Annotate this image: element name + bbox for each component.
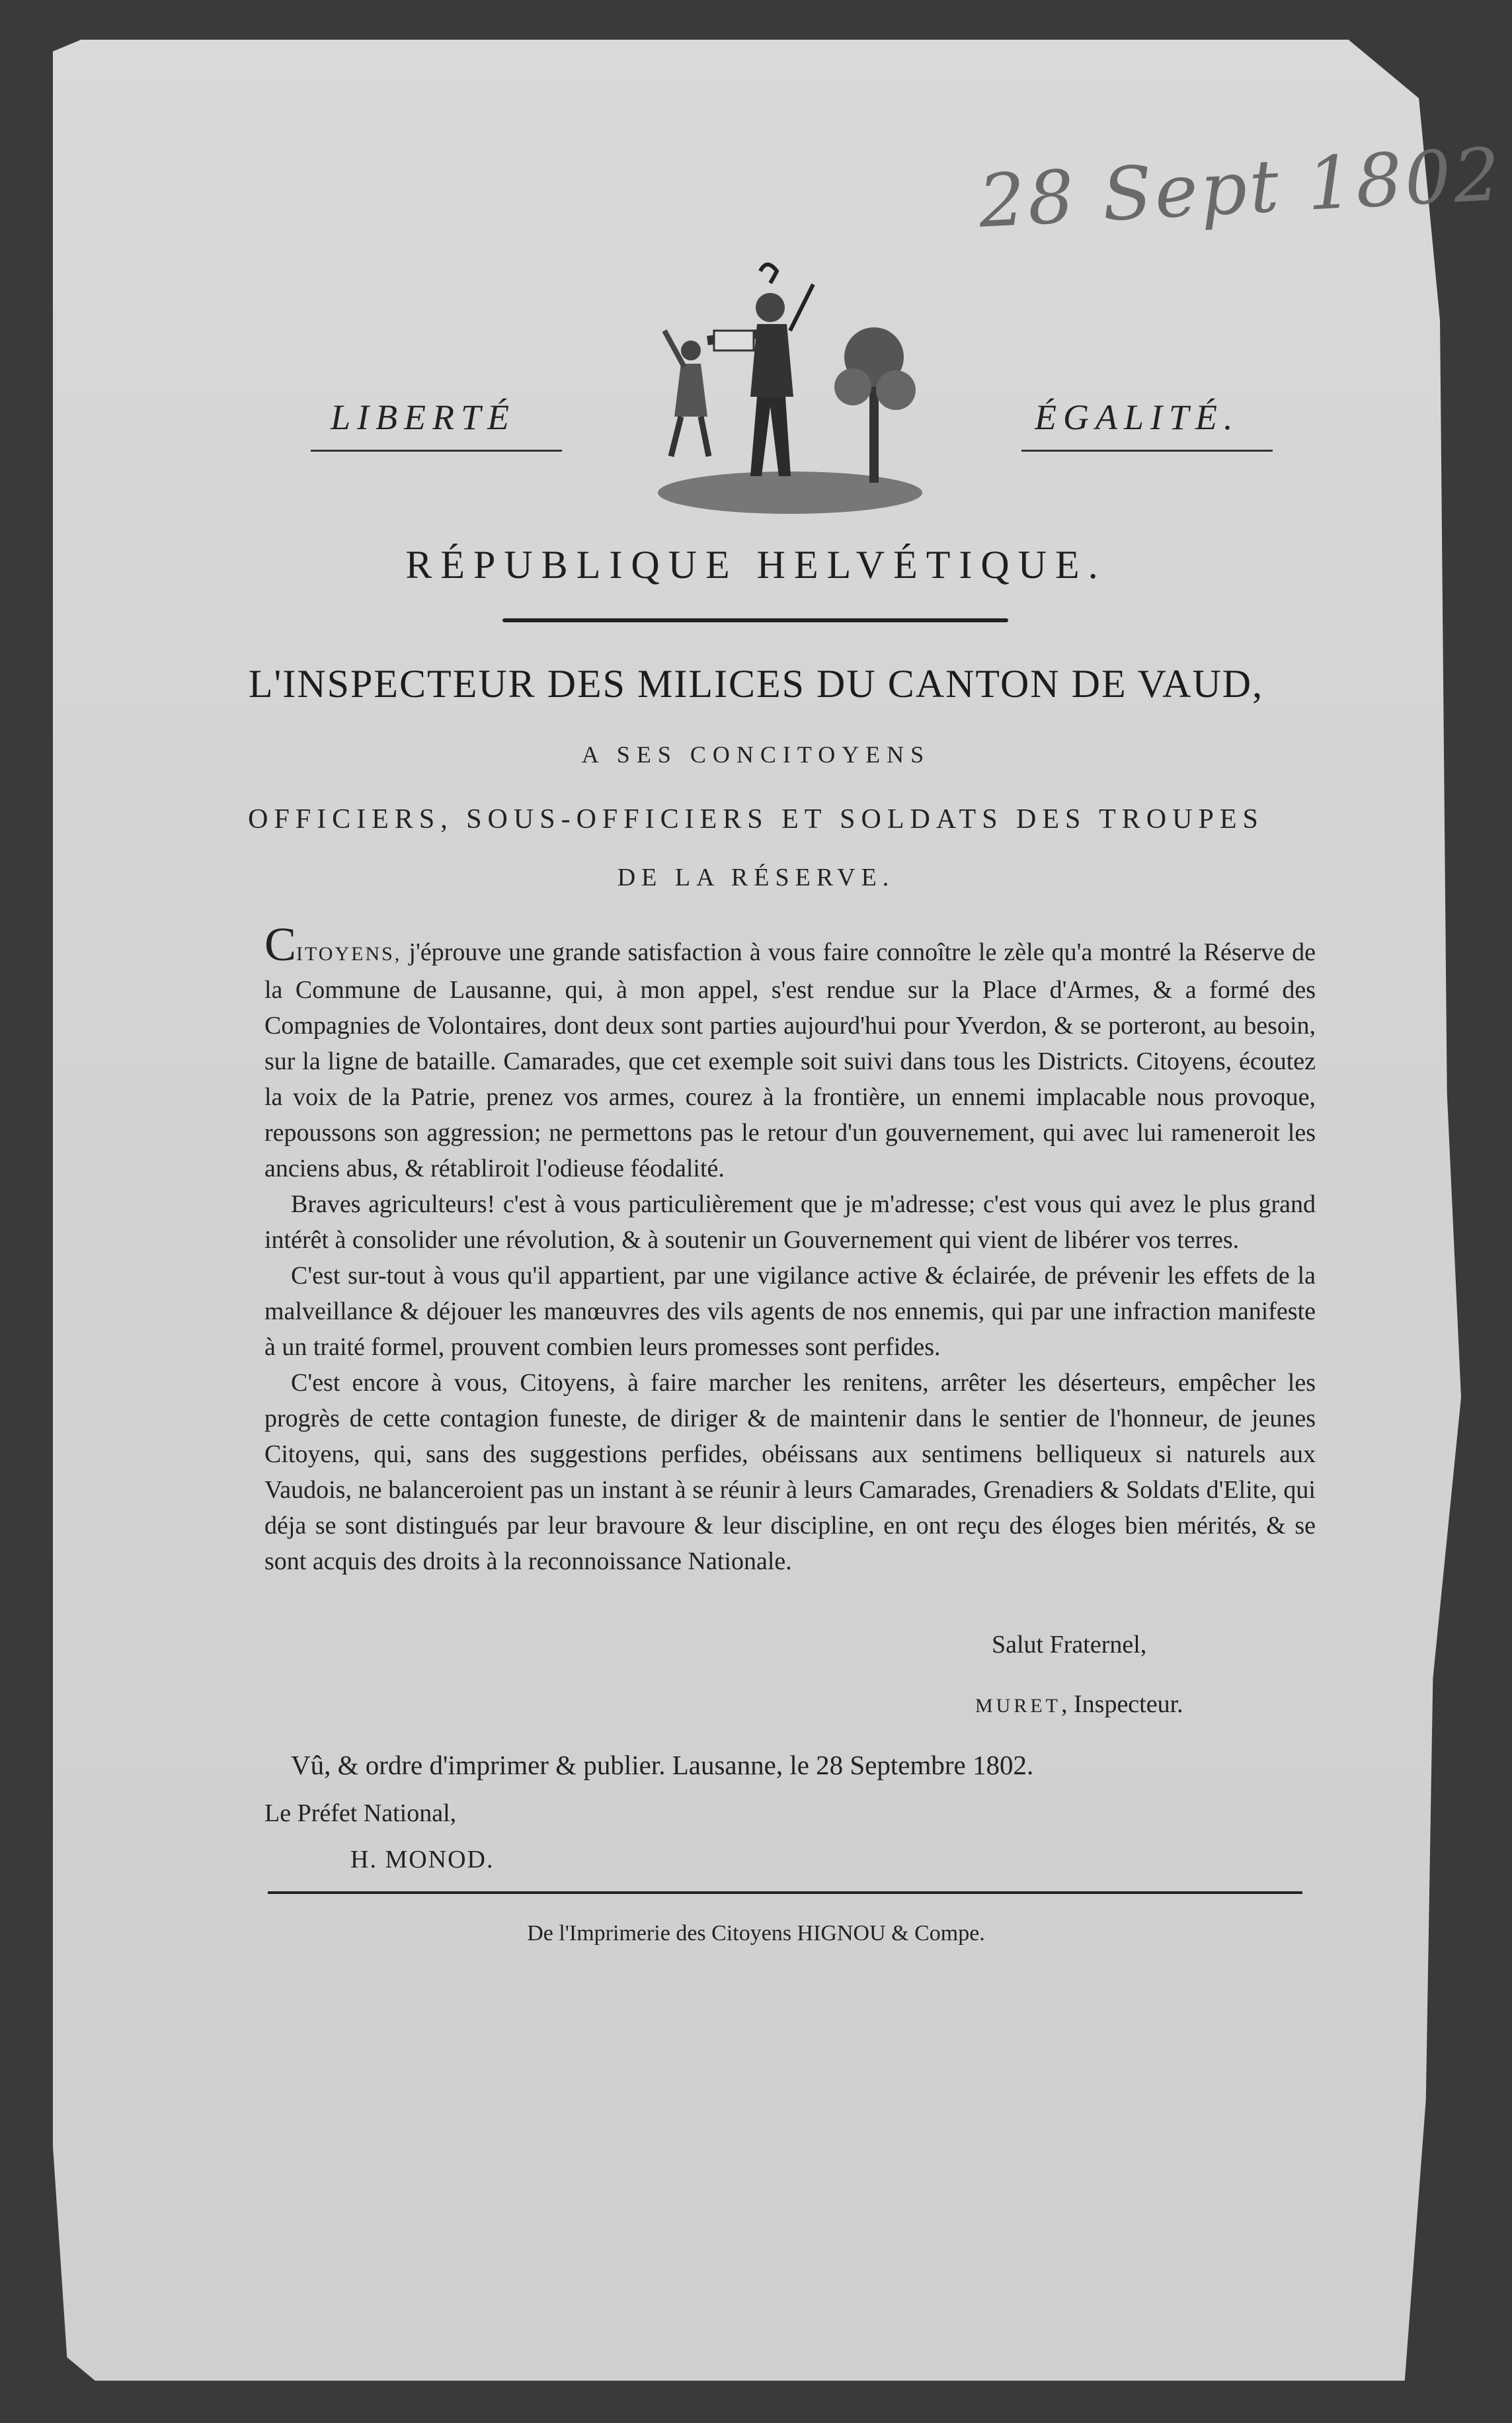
vignette-ground — [658, 472, 922, 514]
paragraph-3: C'est sur-tout à vous qu'il appartient, par une vigilance active & éclairée, de prévenir les effets de la malveillance & déjouer les manœuvres des vils agents de nos ennemis, qui par une infraction manifeste à un traité formel, prouvent combien leurs promesses sont perfides. — [264, 1262, 1316, 1361]
inspector-heading: L'INSPECTEUR DES MILICES DU CANTON DE VAUD, — [248, 662, 1264, 706]
republic-title: RÉPUBLIQUE HELVÉTIQUE. — [405, 543, 1107, 587]
prefect-title: Le Préfet National, — [264, 1799, 457, 1827]
handwritten-date: 28 Sept 1802 — [976, 132, 1505, 244]
motto-egalite: ÉGALITÉ. — [1035, 397, 1240, 437]
proclamation-body — [264, 918, 1316, 1579]
child-figure-icon — [664, 331, 709, 456]
address-line-2: OFFICIERS, SOUS-OFFICIERS ET SOLDATS DES TROUPES — [248, 804, 1264, 835]
address-line-3: DE LA RÉSERVE. — [617, 864, 895, 891]
signer-title: , Inspecteur. — [1061, 1690, 1183, 1718]
motto-liberte: LIBERTÉ — [331, 397, 516, 437]
soldier-figure-icon — [707, 265, 813, 476]
paragraph-1-opening: ITOYENS, — [296, 943, 402, 965]
paragraph-2: Braves agriculteurs! c'est à vous particulièrement que je m'adresse; c'est vous qui avez le plus grand intérêt à consolider une révolution, & à soutenir un Gouvernement qui vient de libérer vos terres. — [264, 1190, 1316, 1254]
motto-underline-left — [311, 450, 562, 452]
approval-line: Vû, & ordre d'imprimer & publier. Lausanne, le 28 Septembre 1802. — [291, 1750, 1034, 1780]
title-rule — [502, 618, 1008, 622]
signature-line — [975, 1690, 1183, 1719]
salutation: Salut Fraternel, — [992, 1631, 1147, 1659]
motto-underline-right — [1021, 450, 1273, 452]
dropcap: C — [264, 918, 297, 971]
signer-name: MURET — [975, 1695, 1061, 1717]
prefect-name: H. MONOD. — [350, 1846, 495, 1873]
vignette-engraving — [635, 258, 945, 522]
paragraph-4: C'est encore à vous, Citoyens, à faire marcher les renitens, arrêter les déserteurs, empêcher les progrès de cette contagion funeste, de diriger & de maintenir dans le sentier de l'honneur, de jeunes Citoyens, qui, sans des suggestions perfides, obéissans aux sentimens belliqueux si naturels aux Vaudois, ne balanceroient pas un instant à se réunir à leurs Camarades, Grenadiers & Soldats d'Elite, qui déja se sont distingués par leur bravoure & leur discipline, en ont reçu des éloges bien mérités, & se sont acquis des droits à la reconnoissance Nationale. — [264, 1369, 1316, 1575]
printer-imprint: De l'Imprimerie des Citoyens HIGNOU & Compe. — [527, 1921, 985, 1946]
tree-icon — [834, 327, 916, 483]
address-line-1: A SES CONCITOYENS — [581, 741, 931, 768]
banner-icon — [714, 331, 754, 350]
paragraph-1 — [264, 918, 1316, 1186]
footer-rule — [268, 1891, 1302, 1894]
paragraph-1-text: j'éprouve une grande satisfaction à vous faire connoître le zèle qu'a montré la Réserve de la Commune de Lausanne, qui, à mon appel, s'est rendue sur la Place d'Armes, & a formé des Compagnies de Volontaires, dont deux sont parties aujourd'hui pour Yverdon, & se porteront, au besoin, sur la ligne de bataille. Camarades, que cet exemple soit suivi dans tous les Districts. Citoyens, écoutez la voix de la Patrie, prenez vos armes, courez à la frontière, un ennemi implacable nous provoque, repoussons son aggression; ne permettons pas le retour d'un gouvernement, qui avec lui rameneroit les anciens abus, & rétabliroit l'odieuse féodalité. — [264, 938, 1316, 1182]
